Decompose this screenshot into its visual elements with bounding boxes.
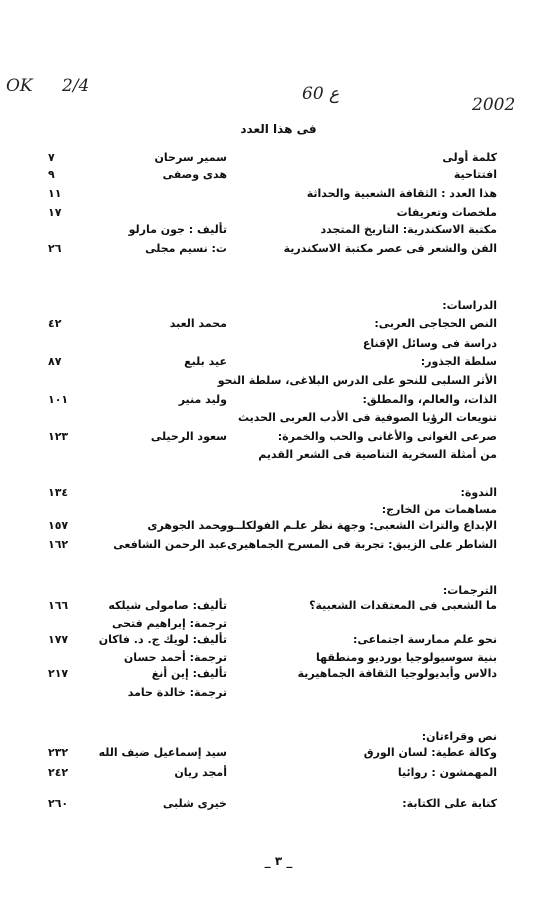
entry-title: النص الحجاجى العربى: <box>374 317 497 330</box>
toc-entry <box>0 187 557 203</box>
toc-entry <box>0 538 557 554</box>
entry-author: ترجمة: أحمد حسان <box>123 651 227 664</box>
entry-title: الترجمات: <box>442 584 497 597</box>
entry-page-number: ٢١٧ <box>48 667 69 680</box>
entry-title: دالاس وأيديولوجيا الثقافة الجماهيرية <box>297 667 497 680</box>
entry-title: هذا العدد : الثقافة الشعبية والحداثة <box>306 187 497 200</box>
toc-entry <box>0 242 557 258</box>
entry-title: دراسة فى وسائل الإقناع <box>362 337 497 350</box>
entry-author: أمجد ريان <box>174 766 227 779</box>
entry-page-number: ٢٦ <box>48 242 62 255</box>
entry-page-number: ٨٧ <box>48 355 62 368</box>
entry-author: عيد بلبع <box>184 355 227 368</box>
entry-title: صرعى الغوانى والأغانى والحب والخمرة: <box>277 430 497 443</box>
toc-entry <box>0 667 557 683</box>
toc-entry <box>0 151 557 167</box>
toc-entry <box>0 633 557 649</box>
toc-entry <box>0 686 557 702</box>
entry-title: من أمثلة السخرية التناصية فى الشعر القديم <box>258 448 497 461</box>
entry-page-number: ١٠١ <box>48 393 69 406</box>
entry-title: الإبداع والتراث الشعبى: وجهة نظر علـم الفولكلــور <box>220 519 497 532</box>
entry-page-number: ١٣٤ <box>48 486 69 499</box>
entry-author: تأليف : جون مارلو <box>128 223 227 236</box>
toc-entry <box>0 797 557 813</box>
toc-entry <box>0 223 557 239</box>
entry-title: افتتاحية <box>453 168 497 181</box>
entry-title: ملخصات وتعريفات <box>396 206 497 219</box>
entry-author: تأليف: صامولى شيلكه <box>108 599 227 612</box>
handwritten-fraction: 2/4 <box>62 76 90 96</box>
toc-entry <box>0 168 557 184</box>
entry-title: كلمة أولى <box>442 151 497 164</box>
entry-author: عبد الرحمن الشافعى <box>113 538 227 551</box>
entry-title: نحو علم ممارسة اجتماعى: <box>353 633 497 646</box>
entry-page-number: ١٧٧ <box>48 633 69 646</box>
toc-entry <box>0 430 557 446</box>
entry-author: خيرى شلبى <box>162 797 227 810</box>
entry-page-number: ٤٢ <box>48 317 62 330</box>
toc-entry <box>0 599 557 615</box>
entry-page-number: ٢٦٠ <box>48 797 69 810</box>
entry-page-number: ١٦٦ <box>48 599 69 612</box>
toc-entry <box>0 519 557 535</box>
toc-entry <box>0 337 557 353</box>
toc-entry <box>0 584 557 600</box>
entry-author: وليد منير <box>178 393 227 406</box>
toc-entry <box>0 730 557 746</box>
entry-page-number: ٩ <box>48 168 55 181</box>
entry-author: سعود الرحيلى <box>150 430 227 443</box>
entry-author: محمد الجوهرى <box>147 519 227 532</box>
entry-title: وكالة عطية: لسان الورق <box>363 746 497 759</box>
entry-page-number: ٢٤٢ <box>48 766 69 779</box>
entry-author: ترجمة: إبراهيم فتحى <box>111 617 227 630</box>
entry-author: ت: نسيم مجلى <box>145 242 227 255</box>
handwritten-ok: OK <box>6 76 33 96</box>
toc-entry <box>0 503 557 519</box>
entry-title: المهمشون : روائيا <box>397 766 497 779</box>
entry-author: سمير سرحان <box>154 151 227 164</box>
contents-heading: فى هذا العدد <box>240 122 317 136</box>
entry-page-number: ٢٣٢ <box>48 746 69 759</box>
entry-author: تأليف: لويك ج. د. فاكان <box>98 633 227 646</box>
entry-author: سيد إسماعيل ضيف الله <box>98 746 227 759</box>
toc-entry <box>0 746 557 762</box>
entry-page-number: ١٦٢ <box>48 538 69 551</box>
toc-entry <box>0 355 557 371</box>
entry-page-number: ١٢٣ <box>48 430 69 443</box>
entry-title: الدراسات: <box>442 299 497 312</box>
entry-title: الشاطر على الزيبق: تجربة فى المسرح الجماهيرى <box>227 538 497 551</box>
entry-page-number: ١٧ <box>48 206 62 219</box>
entry-title: مساهمات من الخارج: <box>381 503 497 516</box>
entry-title: الفن والشعر فى عصر مكتبة الاسكندرية <box>283 242 497 255</box>
entry-title: مكتبة الاسكندرية: التاريخ المتجدد <box>320 223 497 236</box>
handwritten-code: 60 ع <box>302 84 340 104</box>
page-number: _ ٣ _ <box>264 854 293 868</box>
handwritten-year: 2002 <box>472 95 516 115</box>
toc-entry <box>0 411 557 427</box>
entry-title: بنية سوسيولوجيا بورديو ومنطقها <box>316 651 497 664</box>
entry-title: الذات، والعالم، والمطلق: <box>362 393 497 406</box>
toc-entry <box>0 299 557 315</box>
entry-author: تأليف: إين أنغ <box>151 667 227 680</box>
toc-entry <box>0 651 557 667</box>
entry-title: كتابة على الكتابة: <box>402 797 497 810</box>
entry-title: الأثر السلبى للنحو على الدرس البلاغى، سلطة النحو <box>217 374 497 387</box>
entry-title: سلطة الجذور: <box>420 355 497 368</box>
entry-author: ترجمة: خالدة حامد <box>127 686 227 699</box>
entry-title: نص وقراءتان: <box>421 730 497 743</box>
entry-author: هدى وصفى <box>162 168 227 181</box>
entry-title: تنويعات الرؤيا الصوفية فى الأدب العربى الحديث <box>237 411 497 424</box>
toc-entry <box>0 393 557 409</box>
toc-entry <box>0 486 557 502</box>
entry-author: محمد العبد <box>169 317 227 330</box>
toc-entry <box>0 374 557 390</box>
toc-entry <box>0 448 557 464</box>
toc-entry <box>0 206 557 222</box>
toc-entry <box>0 317 557 333</box>
entry-title: الندوة: <box>460 486 497 499</box>
entry-title: ما الشعبى فى المعتقدات الشعبية؟ <box>309 599 497 612</box>
entry-page-number: ١٥٧ <box>48 519 69 532</box>
entry-page-number: ١١ <box>48 187 62 200</box>
entry-page-number: ٧ <box>48 151 55 164</box>
toc-entry <box>0 766 557 782</box>
toc-entry <box>0 617 557 633</box>
